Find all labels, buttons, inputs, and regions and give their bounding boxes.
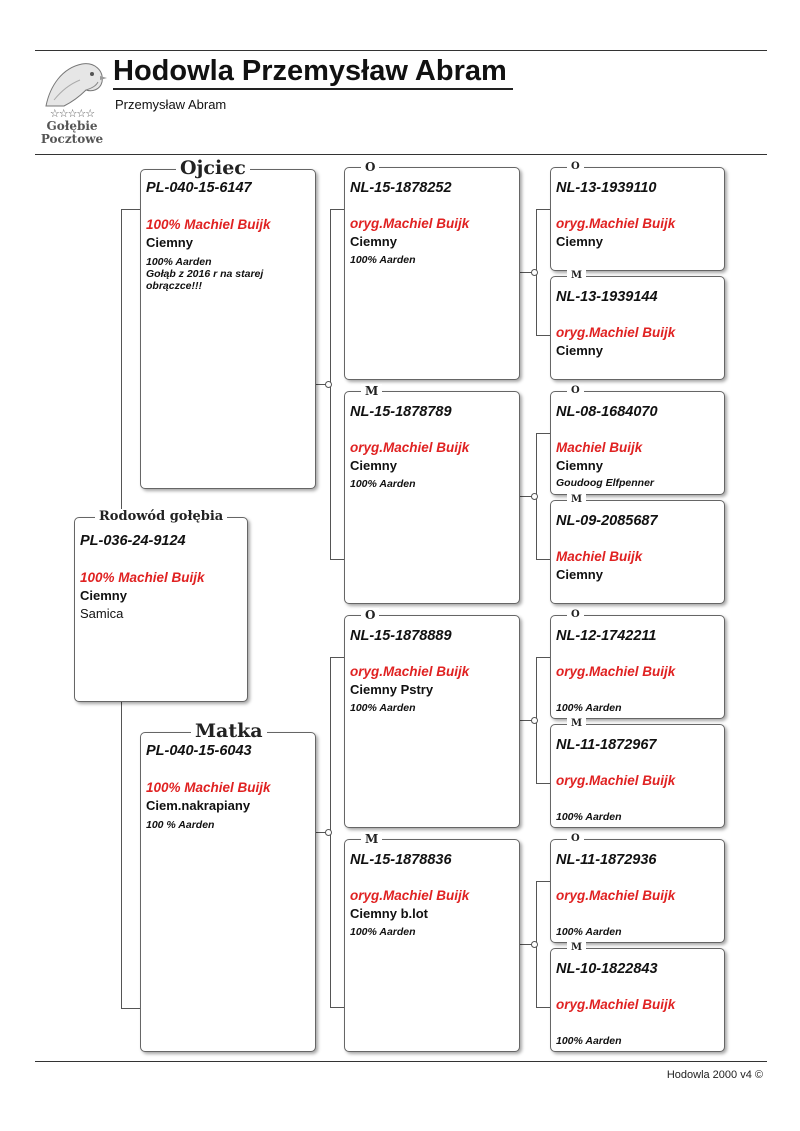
card-legend: O <box>567 609 584 620</box>
pigeon-color: Ciemny <box>556 567 603 582</box>
breeder-name: oryg.Machiel Buijk <box>556 216 676 231</box>
header-rule <box>35 154 767 155</box>
card-legend: O <box>567 385 584 396</box>
ring-number: NL-11-1872967 <box>556 737 657 753</box>
page-subtitle: Przemysław Abram <box>115 97 227 112</box>
pigeon-logo <box>36 56 108 148</box>
pigeon-note: 100% Aarden <box>556 811 622 823</box>
breeder-name: oryg.Machiel Buijk <box>350 440 470 455</box>
pigeon-color: Ciemny <box>556 458 603 473</box>
breeder-name: Machiel Buijk <box>556 549 643 564</box>
breeder-name: 100% Machiel Buijk <box>146 217 271 232</box>
breeder-name: oryg.Machiel Buijk <box>350 888 470 903</box>
connector <box>330 657 344 658</box>
connector <box>536 1007 550 1008</box>
logo-text-line1: Gołębie <box>46 119 98 133</box>
pigeon-note: 100% Aarden <box>350 254 416 266</box>
ring-number: NL-15-1878889 <box>350 628 452 644</box>
connector <box>536 559 550 560</box>
breeder-name: oryg.Machiel Buijk <box>350 216 470 231</box>
pigeon-note: 100% Aarden <box>350 926 416 938</box>
connector <box>121 209 140 210</box>
pigeon-color: Ciemny b.lot <box>350 906 429 921</box>
card-legend: O <box>567 833 584 844</box>
ring-number: NL-13-1939144 <box>556 289 658 305</box>
ring-number: PL-040-15-6043 <box>146 743 252 759</box>
pigeon-note: obrączce!!! <box>146 280 203 292</box>
card-legend: M <box>567 942 586 953</box>
card-legend: M <box>567 270 586 281</box>
mother-card[interactable] <box>140 720 316 1052</box>
great-grandparent-card[interactable] <box>550 718 725 828</box>
card-legend: O <box>361 608 379 622</box>
connector <box>536 657 550 658</box>
ring-number: NL-11-1872936 <box>556 852 657 868</box>
grandmother-paternal-card[interactable] <box>344 384 520 604</box>
grandfather-maternal-card[interactable] <box>344 608 520 828</box>
pigeon-color: Ciemny <box>350 458 397 473</box>
pigeon-note: 100 % Aarden <box>146 819 215 831</box>
pigeon-note: 100% Aarden <box>146 256 212 268</box>
breeder-name: oryg.Machiel Buijk <box>556 997 676 1012</box>
pigeon-color: Ciem.nakrapiany <box>146 798 251 813</box>
card-legend: M <box>567 494 586 505</box>
pigeon-note: 100% Aarden <box>350 478 416 490</box>
grandmother-maternal-card[interactable] <box>344 832 520 1052</box>
pigeon-note: 100% Aarden <box>556 702 622 714</box>
card-legend: O <box>567 161 584 172</box>
connector <box>536 881 550 882</box>
ring-number: NL-13-1939110 <box>556 180 657 196</box>
breeder-name: oryg.Machiel Buijk <box>556 888 676 903</box>
connector <box>536 783 550 784</box>
breeder-name: oryg.Machiel Buijk <box>556 773 676 788</box>
pigeon-note: 100% Aarden <box>350 702 416 714</box>
connector <box>330 209 344 210</box>
ring-number: NL-08-1684070 <box>556 404 658 420</box>
ring-number: PL-040-15-6147 <box>146 180 252 196</box>
connector <box>536 433 550 434</box>
card-legend: M <box>361 384 382 398</box>
great-grandparent-card[interactable] <box>550 942 725 1052</box>
card-legend: Ojciec <box>176 157 250 179</box>
connector-dot <box>531 941 538 948</box>
card-legend: M <box>361 832 382 846</box>
connector-dot <box>325 829 332 836</box>
connector <box>330 559 344 560</box>
great-grandparent-card[interactable] <box>550 609 725 719</box>
great-grandparent-card[interactable] <box>550 161 725 271</box>
page-title: Hodowla Przemysław Abram <box>113 55 507 87</box>
top-rule <box>35 50 767 51</box>
breeder-name: oryg.Machiel Buijk <box>556 664 676 679</box>
father-card[interactable] <box>140 157 316 489</box>
pigeon-color: Ciemny <box>146 235 193 250</box>
pigeon-color: Ciemny <box>556 234 603 249</box>
connector <box>121 702 122 1008</box>
pigeon-icon <box>36 56 108 112</box>
breeder-name: oryg.Machiel Buijk <box>556 325 676 340</box>
connector <box>121 209 122 517</box>
connector-dot <box>531 269 538 276</box>
title-underline <box>113 88 513 90</box>
ring-number: NL-12-1742211 <box>556 628 657 644</box>
grandfather-paternal-card[interactable] <box>344 160 520 380</box>
great-grandparent-card[interactable] <box>550 385 725 495</box>
card-legend: Rodowód gołębia <box>95 509 227 524</box>
ring-number: NL-10-1822843 <box>556 961 658 977</box>
ring-number: NL-09-2085687 <box>556 513 658 529</box>
ring-number: NL-15-1878252 <box>350 180 452 196</box>
connector <box>121 1008 140 1009</box>
footer-text: Hodowla 2000 v4 © <box>666 1069 763 1081</box>
connector <box>536 209 550 210</box>
pigeon-color: Ciemny <box>556 343 603 358</box>
ring-number: PL-036-24-9124 <box>80 533 186 549</box>
card-legend: O <box>361 160 379 174</box>
ring-number: NL-15-1878836 <box>350 852 452 868</box>
connector <box>536 335 550 336</box>
great-grandparent-card[interactable] <box>550 494 725 604</box>
pigeon-color: Ciemny <box>350 234 397 249</box>
card-legend: M <box>567 718 586 729</box>
logo-text-line2: Pocztowe <box>40 132 104 146</box>
breeder-name: 100% Machiel Buijk <box>80 570 205 585</box>
footer-rule <box>35 1061 767 1062</box>
breeder-name: 100% Machiel Buijk <box>146 780 271 795</box>
pigeon-note: Goudoog Elfpenner <box>556 477 654 489</box>
breeder-name: Machiel Buijk <box>556 440 643 455</box>
connector <box>330 1007 344 1008</box>
logo-stars: ☆☆☆☆☆ <box>49 107 95 120</box>
subject-card[interactable] <box>74 509 248 702</box>
breeder-name: oryg.Machiel Buijk <box>350 664 470 679</box>
pigeon-note: 100% Aarden <box>556 926 622 938</box>
pigeon-note: Gołąb z 2016 r na starej <box>146 268 264 280</box>
pigeon-color: Ciemny Pstry <box>350 682 434 697</box>
connector-dot <box>531 493 538 500</box>
connector-dot <box>531 717 538 724</box>
great-grandparent-card[interactable] <box>550 833 725 943</box>
ring-number: NL-15-1878789 <box>350 404 452 420</box>
connector-dot <box>325 381 332 388</box>
card-legend: Matka <box>191 720 267 742</box>
great-grandparent-card[interactable] <box>550 270 725 380</box>
pigeon-sex: Samica <box>80 606 124 621</box>
pigeon-note: 100% Aarden <box>556 1035 622 1047</box>
pigeon-color: Ciemny <box>80 588 127 603</box>
